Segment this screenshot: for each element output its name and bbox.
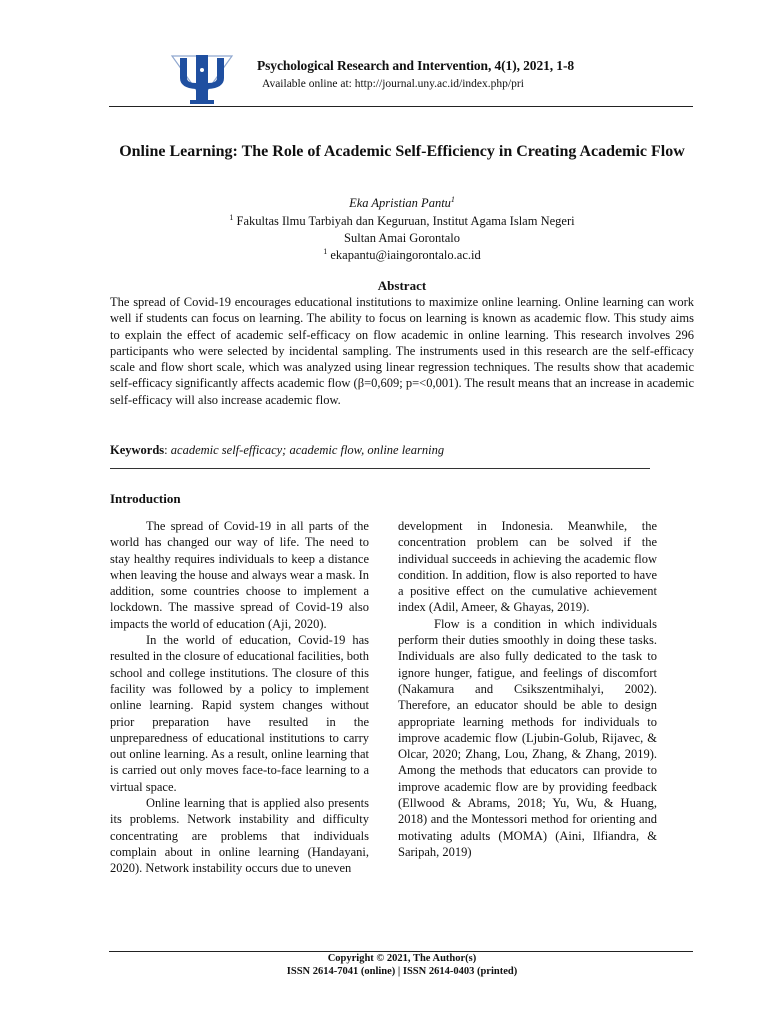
psi-logo-icon — [170, 52, 234, 106]
abstract-divider — [110, 468, 650, 469]
paragraph: In the world of education, Covid-19 has resulted in the closure of educational facilities, both school and college institutions. The closure of this facility was followed by a policy to implement online learning. Rapid system changes without prior preparation have resulted in the unpreparedness of educational institutions to carry out online learning. As a result, online learning that is carried out only moves face-to-face learning to a virtual space. — [110, 633, 369, 794]
author-name: Eka Apristian Pantu$^1$ — [349, 194, 455, 210]
paragraph: development in Indonesia. Meanwhile, the concentration problem can be solved if the individual succeeds in achieving the academic flow condition. In addition, flow is also reported to have a positive effect on the cumulative achievement index (Adil, Ameer, & Ghayas, 2019). — [398, 519, 657, 615]
issn-info: ISSN 2614-7041 (online) | ISSN 2614-0403 (printed) — [286, 966, 518, 977]
header-divider — [109, 106, 693, 107]
copyright-notice: Copyright © 2021, The Author(s) — [327, 953, 477, 964]
abstract-heading: Abstract — [377, 278, 427, 293]
intro-column-left — [110, 518, 369, 877]
available-online-link[interactable]: Available online at: http://journal.uny.ac.id/index.php/pri — [262, 78, 524, 90]
author-email[interactable]: ekapantu@iaingorontalo.ac.id — [330, 248, 481, 262]
article-title: Online Learning: The Role of Academic Self-Efficiency in Creating Academic Flow — [119, 143, 685, 160]
intro-column-right — [398, 518, 657, 860]
journal-citation: Psychological Research and Intervention, 4(1), 2021, 1-8 — [257, 58, 575, 73]
paragraph: The spread of Covid-19 in all parts of the world has changed our way of life. The need to stay healthy requires individuals to keep a distance when leaving the house and always wear a mask. In addition, some countries choose to implement a lockdown. The massive spread of Covid-19 also impacts the world of education (Aji, 2020). — [110, 519, 369, 631]
keywords: Keywords: academic self-efficacy; academic flow, online learning — [110, 443, 445, 457]
footer-divider — [109, 951, 693, 952]
abstract-text: The spread of Covid-19 encourages educational institutions to maximize online learning. Online learning can work well if students can focus on learning. The ability to focus on learning is known as academic flow. This study aims to explain the effect of academic self-efficacy on flow academic in online learning. This research involves 296 participants who were selected by incidental sampling. The instruments used in this research are the self-efficacy scale and flow short scale, which was analyzed using linear regression techniques. The results show that academic self-efficacy significantly affects academic flow (β=0,609; p=<0,001). The result means that an increase in academic self-efficacy will also increase academic flow. — [110, 295, 694, 407]
paragraph: Online learning that is applied also presents its problems. Network instability and difficulty concentrating are problems that individuals complain about in online learning (Handayani, 2020). Network instability occurs due to uneven — [110, 796, 369, 876]
paragraph: Flow is a condition in which individuals perform their duties smoothly in doing these tasks. Individuals are also fully dedicated to the task to ignore hunger, fatigue, and feelings of discomfort (Nakamura and Csikszentmihalyi, 2002). Therefore, an educator should be able to design appropriate learning methods for individuals to improve academic flow (Ljubin-Golub, Rijavec, & Olcar, 2020; Zhang, Lou, Zhang, & Zhang, 2019). Among the methods that educators can provide to improve academic flow are by providing feedback (Ellwood & Abrams, 2018; Yu, Wu, & Huang, 2018) and the Montessori method for orienting and motivating adults (MOMA) (Aini, Ilfiandra, & Saripah, 2019) — [398, 616, 657, 859]
introduction-heading: Introduction — [110, 491, 181, 506]
author-affiliation: $^1$ Fakultas Ilmu Tarbiyah dan Keguruan, Institut Agama Islam Negeri Sultan Amai Gorontalo $^1$ ekapantu@iaingorontalo.ac.id — [229, 212, 575, 262]
